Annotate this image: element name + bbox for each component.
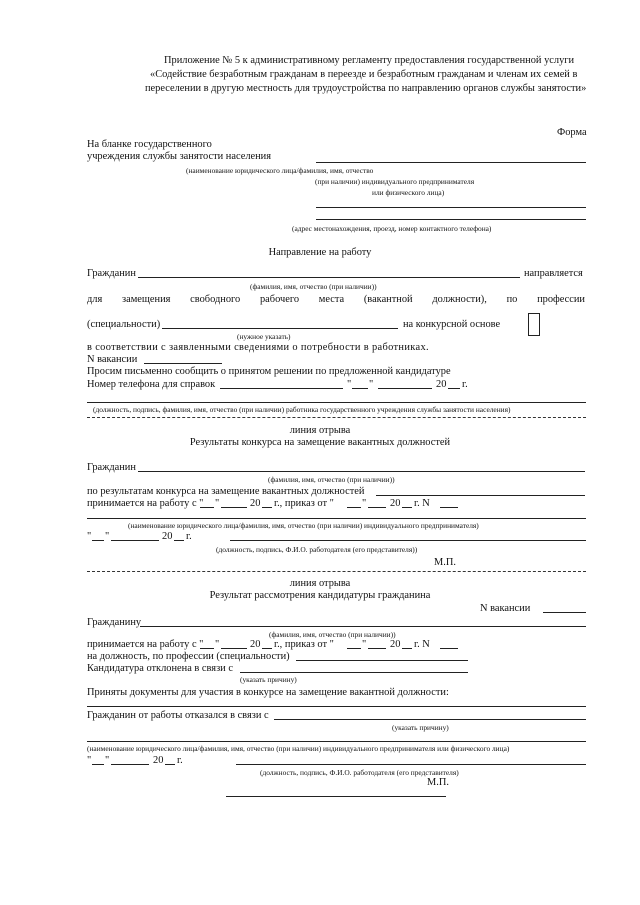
citizen-label: Гражданин [87, 268, 136, 279]
order-month-line[interactable] [368, 507, 386, 508]
hired-order-text-3: г., приказ от " [274, 639, 334, 650]
appendix-line-3: переселении в другую местность для трудоустройства по направлению органов службы занятости» [145, 83, 587, 94]
competitive-checkbox[interactable] [528, 313, 540, 336]
date-close-2: " [105, 531, 110, 542]
bottom-line[interactable] [226, 796, 446, 797]
accordance-text: в соответствии с заявленными сведениями о потребности в работниках. [87, 342, 429, 353]
vacancy-no-label-3: N вакансии [480, 603, 531, 614]
citizen-label-2: Гражданин [87, 462, 136, 473]
officer-line [87, 402, 586, 403]
order-no-line-3[interactable] [440, 648, 458, 649]
date-year-2: 20 [162, 531, 173, 542]
hired-text-3: принимается на работу с " [87, 639, 204, 650]
date-quote-open: " [347, 379, 352, 390]
docs-line[interactable] [87, 706, 586, 707]
stamp-3: М.П. [427, 777, 449, 788]
hired-quote: " [215, 498, 220, 509]
order-day-line-3[interactable] [347, 648, 361, 649]
order-day-line[interactable] [347, 507, 361, 508]
cut-line-label-1: линия отрыва [289, 425, 351, 436]
hired-month-line[interactable] [221, 507, 247, 508]
position-label: на должность, по профессии (специальности) [87, 651, 290, 662]
hint-org-name-3: или физического лица) [372, 188, 445, 197]
date-day-line-3[interactable] [92, 764, 104, 765]
stamp-2: М.П. [434, 557, 456, 568]
date-open-2: " [87, 531, 92, 542]
hint-address: (адрес местонахождения, проезд, номер контактного телефона) [292, 224, 492, 233]
vacancy-no-line[interactable] [144, 363, 222, 364]
hired-text: принимается на работу с " [87, 498, 204, 509]
date-month-line-3[interactable] [111, 764, 149, 765]
hint-org-3: (наименование юридического лица/фамилия, имя, отчество (при наличии) индивидуального предпринимателя или физического лица) [87, 744, 510, 753]
citizen-label-3: Гражданину [87, 617, 142, 628]
order-no-label-3: г. N [414, 639, 430, 650]
phone-line[interactable] [220, 388, 343, 389]
hired-year-3: 20 [250, 639, 261, 650]
order-no-line[interactable] [440, 507, 458, 508]
results-text: по результатам конкурса на замещение вакантных должностей [87, 486, 365, 497]
hired-year-line-3[interactable] [262, 648, 272, 649]
phone-label: Номер телефона для справок [87, 379, 216, 390]
address-line-2 [316, 219, 586, 220]
hint-reason-2: (указать причину) [392, 723, 449, 732]
date-open-3: " [87, 755, 92, 766]
date-close-3: " [105, 755, 110, 766]
org-line-2 [87, 518, 586, 519]
title-candidate-result: Результат рассмотрения кандидатуры гражданина [209, 590, 431, 601]
order-month-line-3[interactable] [368, 648, 386, 649]
docs-text: Приняты документы для участия в конкурсе на замещение вакантной должности: [87, 687, 449, 698]
hint-fio: (фамилия, имя, отчество (при наличии)) [250, 282, 377, 291]
vacancy-no-line-3[interactable] [543, 612, 586, 613]
hint-signer-3: (должность, подпись, Ф.И.О. работодателя (его представителя) [260, 768, 459, 777]
org-name-line [316, 162, 586, 163]
hint-reason: (указать причину) [240, 675, 297, 684]
date-quote-close: " [369, 379, 374, 390]
date-year-g: г. [462, 379, 468, 390]
signer-line-3[interactable] [236, 764, 586, 765]
title-competition-results: Результаты конкурса на замещение вакантных должностей [189, 437, 451, 448]
specialty-label: (специальности) [87, 319, 161, 330]
address-line-1 [316, 207, 586, 208]
tear-off-line-2 [87, 571, 586, 572]
title-direction: Направление на работу [268, 247, 372, 258]
appendix-line-2: «Содействие безработным гражданам в переезде и безработным гражданам и членам их семей в [150, 69, 578, 80]
appendix-line-1: Приложение № 5 к административному регламенту предоставления государственной услуги [164, 55, 575, 66]
hint-org-name-2: (при наличии) индивидуального предпринимателя [315, 177, 475, 186]
order-no-label: г. N [414, 498, 430, 509]
org-line-3 [87, 741, 586, 742]
results-line[interactable] [376, 495, 585, 496]
order-year-line[interactable] [402, 507, 412, 508]
refused-label: Гражданин от работы отказался в связи с [87, 710, 269, 721]
hint-org-name-1: (наименование юридического лица/фамилия, имя, отчество [186, 166, 374, 175]
hint-officer: (должность, подпись, фамилия, имя, отчество (при наличии) работника государственного учреждения службы занятости населения) [93, 405, 511, 414]
rejected-reason-line[interactable] [240, 672, 468, 673]
ask-write-text: Просим письменно сообщить о принятом решении по предложенной кандидатуре [87, 366, 451, 377]
hired-year-line[interactable] [262, 507, 272, 508]
hint-specify: (нужное указать) [237, 332, 291, 341]
hint-signer-2: (должность, подпись, Ф.И.О. работодателя (его представителя)) [216, 545, 418, 554]
date-year-line-2[interactable] [174, 540, 184, 541]
replacement-line: для замещения свободного рабочего места (вакантной должности), по профессии [87, 294, 585, 305]
rejected-label: Кандидатура отклонена в связи с [87, 663, 233, 674]
order-year: 20 [390, 498, 401, 509]
citizen-name-line-2[interactable] [138, 471, 585, 472]
blank-text-2: учреждения службы занятости населения [87, 151, 272, 162]
date-month-line[interactable] [378, 388, 432, 389]
form-label: Форма [557, 127, 587, 138]
hint-org-2: (наименование юридического лица/фамилия, имя, отчество (при наличии) индивидуального предпринимателя) [128, 521, 479, 530]
order-quote-3: " [362, 639, 367, 650]
order-quote: " [362, 498, 367, 509]
cut-line-label-2: линия отрыва [289, 578, 351, 589]
refused-reason-line[interactable] [274, 719, 586, 720]
order-year-3: 20 [390, 639, 401, 650]
order-year-line-3[interactable] [402, 648, 412, 649]
vacancy-no-label: N вакансии [87, 354, 138, 365]
hint-fio-3: (фамилия, имя, отчество (при наличии)) [269, 630, 396, 639]
citizen-name-line-3[interactable] [140, 626, 586, 627]
hired-day-line[interactable] [200, 507, 214, 508]
hired-month-line-3[interactable] [221, 648, 247, 649]
directed-label: направляется [524, 268, 583, 279]
citizen-name-line [138, 277, 520, 278]
hint-fio-2: (фамилия, имя, отчество (при наличии)) [268, 475, 395, 484]
position-line[interactable] [296, 660, 468, 661]
hired-quote-3: " [215, 639, 220, 650]
specialty-line[interactable] [162, 328, 398, 329]
signer-line-2[interactable] [230, 540, 586, 541]
hired-year: 20 [250, 498, 261, 509]
date-year-line[interactable] [448, 388, 460, 389]
date-day-line[interactable] [352, 388, 368, 389]
date-day-line-2[interactable] [92, 540, 104, 541]
date-year-3: 20 [153, 755, 164, 766]
date-month-line-2[interactable] [111, 540, 159, 541]
blank-text-1: На бланке государственного [87, 139, 212, 150]
date-year-line-3[interactable] [165, 764, 175, 765]
date-g-3: г. [177, 755, 183, 766]
hired-day-line-3[interactable] [200, 648, 214, 649]
tear-off-line-1 [87, 417, 586, 418]
date-g-2: г. [186, 531, 192, 542]
date-year: 20 [436, 379, 447, 390]
competitive-label: на конкурсной основе [403, 319, 501, 330]
hired-order-text: г., приказ от " [274, 498, 334, 509]
